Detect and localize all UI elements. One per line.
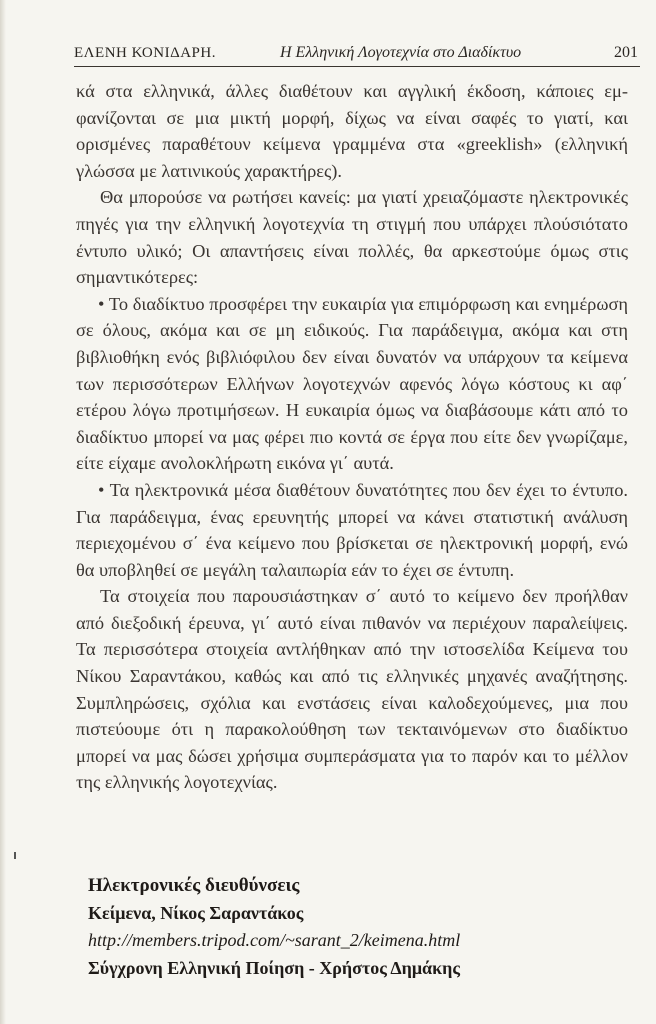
body-text bbox=[76, 78, 628, 796]
paragraph-conclusion: Τα στοιχεία που παρουσιάστηκαν σ΄ αυτό το κείμενο δεν προήλθαν από διεξοδική έρευνα, γι΄ αυτό είναι πιθανόν να περιέχουν παραλείψεις. Τα περισσότερα στοιχεία αντλήθηκαν από την ιστοσελίδα Κείμενα του Νίκου Σαραντάκου, καθώς και από τις ελληνικές μηχανές αναζήτησης. Συμπληρώσεις, σχόλια και ενστάσεις είναι καλοδεχούμενες, μια που πιστεύουμε ότι η παρακολούθηση των τεκταινόμενων στο διαδίκτυο μπορεί να μας δώσει χρήσιμα συμπεράσματα για το παρόν και το μέλλον της ελληνικής λογοτεχνίας. bbox=[76, 586, 628, 793]
paragraph-continued: κά στα ελληνικά, άλλες διαθέτουν και αγγλική έκδοση, κάποιες εμφανίζονται σε μια μικτή μορφή, δίχως να είναι σαφές το γιατί, και ορισμένες παραθέτουν κείμενα γραμμένα στα «greeklish» (ελληνική γλώσσα με λατινικούς χαρακτήρες). bbox=[76, 81, 628, 181]
references-heading: Ηλεκτρονικές διευθύνσεις bbox=[88, 875, 300, 896]
bullet-paragraph-education: • Το διαδίκτυο προσφέρει την ευκαιρία για επιμόρφωση και ενημέρωση σε όλους, ακόμα και σε μη ειδικούς. Για παράδειγμα, ακόμα και στη βιβλιοθήκη ενός βιβλιόφιλου δεν είναι δυνατόν να υπάρχουν τα κείμενα των περισσότερων Ελλήνων λογοτεχνών αφενός λόγω κόστους κι αφ΄ ετέρου λόγω προτιμήσεων. Η ευκαιρία όμως να διαβάσουμε κάτι από το διαδίκτυο μπορεί να μας φέρει πιο κοντά σε έργα που είτε δεν γνωρίζαμε, είτε είχαμε ανολοκλήρωτη εικόνα γι΄ αυτά. bbox=[76, 293, 628, 474]
page-number: 201 bbox=[614, 44, 638, 61]
references-section bbox=[88, 872, 628, 982]
reference-url-keimena: http://members.tripod.com/~sarant_2/keimena.html bbox=[88, 930, 461, 950]
header-author: ΕΛΕΝΗ ΚΟΝΙΔΑΡΗ. bbox=[74, 45, 216, 61]
reference-title-keimena: Κείμενα, Νίκος Σαραντάκος bbox=[88, 902, 304, 923]
margin-mark bbox=[14, 852, 16, 859]
paragraph-question: Θα μπορούσε να ρωτήσει κανείς: μα γιατί χρειαζόμαστε ηλεκτρονικές πηγές για την ελληνική λογοτεχνία τη στιγμή που υπάρχει πλούσιότατο έντυπο υλικό; Οι απαντήσεις είναι πολλές, θα αρκεστούμε όμως στις σημαντικότερες: bbox=[76, 187, 628, 288]
reference-title-poetry: Σύγχρονη Ελληνική Ποίηση - Χρήστος Δημάκης bbox=[88, 957, 460, 978]
bullet-paragraph-electronic-media: • Τα ηλεκτρονικά μέσα διαθέτουν δυνατότητες που δεν έχει το έντυπο. Για παράδειγμα, ένας ερευνητής μπορεί να κάνει στατιστική ανάλυση περιεχομένου σ΄ ένα κείμενο που βρίσκεται σε ηλεκτρονική μορφή, ενώ θα υποβληθεί σε μεγάλη ταλαιπωρία εάν το έχει σε έντυπη. bbox=[76, 479, 628, 580]
header-work-title: Η Ελληνική Λογοτεχνία στο Διαδίκτυο bbox=[280, 44, 522, 61]
running-head bbox=[74, 42, 640, 67]
page-edge-shadow bbox=[0, 0, 6, 1024]
